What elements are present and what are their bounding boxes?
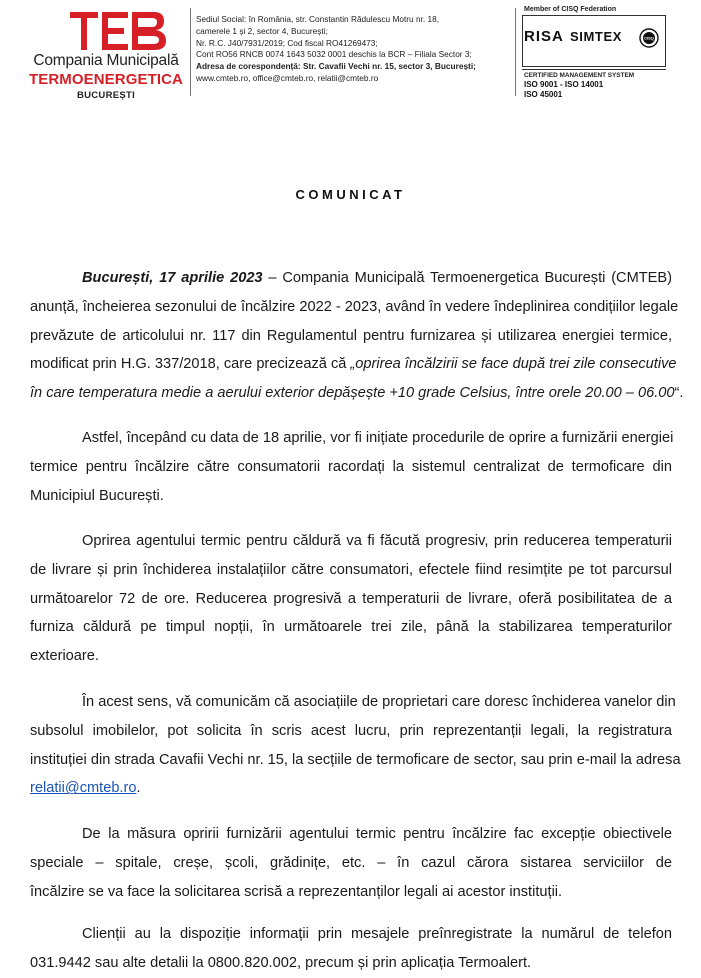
address-line: Sediul Social: în România, str. Constantin Rădulescu Motru nr. 18, bbox=[196, 14, 440, 24]
paragraph-owners-associations bbox=[30, 688, 681, 803]
text-line: Municipiul București. bbox=[30, 487, 164, 504]
svg-text:CISQ: CISQ bbox=[644, 35, 654, 41]
paragraph-progressive-stop bbox=[30, 527, 672, 671]
risa-logo-text: RISA bbox=[524, 28, 564, 45]
paragraph-announcement bbox=[30, 264, 684, 408]
address-line: Nr. R.C. J40/7931/2019; Cod fiscal RO41269473; bbox=[196, 37, 378, 48]
text-line: termice pentru încălzire către consumatorii racordați la sistemul centralizat de termoficare din bbox=[30, 458, 672, 475]
paragraph-procedures bbox=[30, 424, 672, 510]
text-line: prevăzute de articolului nr. 117 din Regulamentul pentru furnizarea și utilizarea energiei termice, bbox=[30, 327, 672, 344]
cert-member-text: Member of CISQ Federation bbox=[524, 6, 617, 13]
cert-iso-line-2: ISO 45001 bbox=[524, 90, 563, 99]
logo-line-termoenergetica: TERMOENERGETICA bbox=[28, 71, 183, 88]
text-line: exterioare. bbox=[30, 648, 99, 665]
date-lead: București, 17 aprilie 2023 bbox=[82, 270, 263, 286]
text-line: încălzire se va face la solicitarea scrisă a reprezentanților legali ai acestor instituții. bbox=[30, 883, 563, 900]
text-line: subsolul imobilelor, pot solicita în scris acest lucru, prin reprezentanții legali, la registratura bbox=[30, 722, 672, 739]
simtex-logo-text: SIMTEX bbox=[570, 29, 622, 44]
address-line: camerele 1 și 2, sector 4, București; bbox=[196, 25, 328, 36]
text-line: instituției din strada Cavafii Vechi nr. 15, la secțiile de termoficare de sector, sau prin e-mail la adresa bbox=[30, 751, 681, 768]
cert-system-text: CERTIFIED MANAGEMENT SYSTEM bbox=[524, 72, 635, 79]
letterhead bbox=[0, 0, 701, 105]
cert-iso-line-1: ISO 9001 - ISO 14001 bbox=[524, 80, 604, 89]
paragraph-exceptions bbox=[30, 820, 672, 906]
text-line: furniza căldură pe timpul nopții, în următoarele trei zile, până la stabilizarea temperaturilor bbox=[30, 619, 672, 636]
logo-line-company: Compania Municipală bbox=[33, 52, 179, 69]
email-link-relatii[interactable]: relatii@cmteb.ro bbox=[30, 780, 137, 797]
quoted-rule: în care temperatura medie a aerului exterior depășește +10 grade Celsius, între orele 20.00 – 06.00 bbox=[30, 385, 675, 402]
teb-logo-mark-icon bbox=[68, 10, 168, 52]
certification-block bbox=[520, 6, 698, 102]
text-line: de livrare și prin închiderea instalațiilor către consumatori, efectele fiind resimțite pe tot parcursul bbox=[30, 561, 672, 578]
text-line: modificat prin H.G. 337/2018, care precizează că „oprirea încălzirii se face după trei zile consecutive bbox=[30, 356, 677, 373]
text-line: În acest sens, vă comunicăm că asociațiile de proprietari care doresc închiderea vanelor din bbox=[82, 694, 676, 710]
text-line: relatii@cmteb.ro. bbox=[30, 780, 141, 797]
cmteb-logo bbox=[22, 6, 190, 102]
document-title: COMUNICAT bbox=[295, 187, 406, 202]
text-line: în care temperatura medie a aerului exterior depășește +10 grade Celsius, între orele 20.00 – 06.00“. bbox=[30, 385, 684, 402]
text-line: următoarelor 72 de ore. Reducerea progresivă a temperaturii de livrare, oferă posibilitatea de a bbox=[30, 590, 672, 607]
text-line: anunță, încheierea sezonului de încălzire 2022 - 2023, având în vedere îndeplinirea condițiilor legale bbox=[30, 298, 679, 315]
quoted-rule: „oprirea încălzirii se face după trei zile consecutive bbox=[350, 356, 677, 373]
company-address-block bbox=[196, 14, 512, 85]
address-line-correspondence: Adresa de corespondență: Str. Cavafii Vechi nr. 15, sector 3, București; bbox=[196, 61, 476, 72]
text-line: Astfel, începând cu data de 18 aprilie, vor fi inițiate procedurile de oprire a furnizării energiei bbox=[82, 430, 674, 446]
text-line: De la măsura opririi furnizării agentului termic pentru încălzire fac excepție obiectivele bbox=[82, 826, 672, 842]
text-line: Oprirea agentului termic pentru căldură va fi făcută progresiv, prin reducerea temperaturii bbox=[82, 533, 672, 549]
text-line: Clienții au la dispoziție informații prin mesajele preînregistrate la numărul de telefon bbox=[82, 926, 672, 942]
text-line: speciale – spitale, creșe, școli, grădinițe, etc. – în cazul cărora sistarea serviciilor de bbox=[30, 854, 672, 871]
logo-line-bucuresti: BUCUREȘTI bbox=[76, 90, 136, 101]
header-divider-left bbox=[190, 8, 191, 96]
cert-divider bbox=[522, 69, 666, 70]
text-line: 031.9442 sau alte detalii la 0800.820.002, precum și prin aplicația Termoalert. bbox=[30, 954, 532, 971]
address-line-web: www.cmteb.ro, office@cmteb.ro, relatii@cmteb.ro bbox=[196, 72, 379, 83]
cisq-seal-icon bbox=[639, 28, 659, 48]
paragraph-client-info bbox=[30, 920, 672, 978]
address-line: Cont RO56 RNCB 0074 1643 5032 0001 deschis la BCR – Filiala Sector 3; bbox=[196, 49, 472, 60]
text-line: București, 17 aprilie 2023 – Compania Municipală Termoenergetica București (CMTEB) bbox=[82, 270, 672, 286]
header-divider-right bbox=[515, 8, 516, 96]
